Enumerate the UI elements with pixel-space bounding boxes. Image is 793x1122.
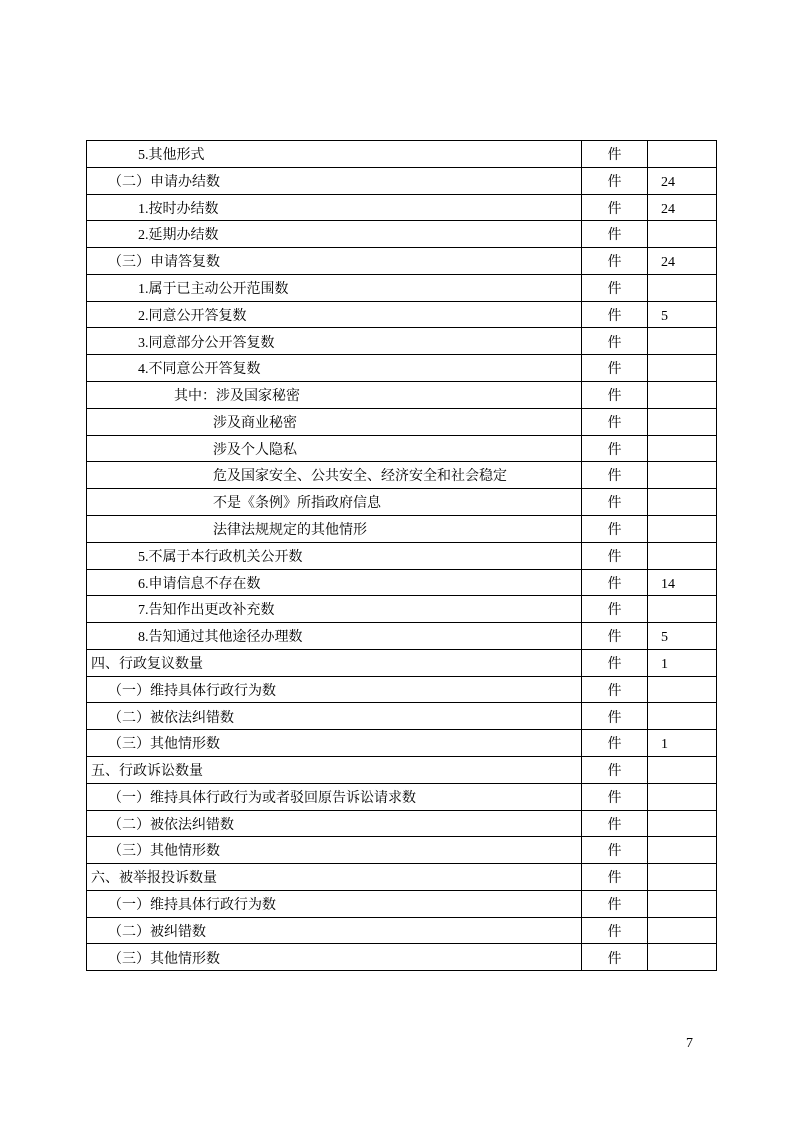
table-row — [87, 543, 716, 570]
row-value — [648, 864, 716, 890]
row-value: 14 — [661, 576, 675, 592]
table-row — [87, 221, 716, 248]
table-row — [87, 355, 716, 382]
row-label: （二）被纠错数 — [87, 918, 582, 944]
row-value — [648, 275, 716, 301]
row-label: （二）被依法纠错数 — [87, 811, 582, 837]
row-value — [648, 436, 716, 462]
row-label: 五、行政诉讼数量 — [87, 757, 582, 783]
table-row — [87, 650, 716, 677]
row-label: 5.不属于本行政机关公开数 — [87, 543, 582, 569]
table-row — [87, 677, 716, 704]
table-row — [87, 409, 716, 436]
row-unit: 件 — [582, 328, 648, 354]
row-label: （一）维持具体行政行为或者驳回原告诉讼请求数 — [87, 784, 582, 810]
row-unit: 件 — [582, 864, 648, 890]
row-value: 5 — [661, 630, 668, 646]
row-label: （三）其他情形数 — [87, 944, 582, 970]
row-unit: 件 — [582, 275, 648, 301]
table-row — [87, 328, 716, 355]
table-row — [87, 275, 716, 302]
row-label: 六、被举报投诉数量 — [87, 864, 582, 890]
row-value — [648, 221, 716, 247]
row-unit: 件 — [582, 168, 648, 194]
row-value — [648, 703, 716, 729]
row-value — [648, 891, 716, 917]
row-label: 涉及商业秘密 — [87, 409, 582, 435]
row-label: （二）被依法纠错数 — [87, 703, 582, 729]
table-row — [87, 596, 716, 623]
row-unit: 件 — [582, 221, 648, 247]
row-label: 不是《条例》所指政府信息 — [87, 489, 582, 515]
row-value — [648, 328, 716, 354]
row-unit: 件 — [582, 757, 648, 783]
table-row — [87, 837, 716, 864]
row-label: 3.同意部分公开答复数 — [87, 328, 582, 354]
row-unit: 件 — [582, 650, 648, 676]
row-unit: 件 — [582, 516, 648, 542]
row-unit: 件 — [582, 811, 648, 837]
row-value: 5 — [661, 308, 668, 324]
table-row — [87, 141, 716, 168]
row-label: 危及国家安全、公共安全、经济安全和社会稳定 — [87, 462, 582, 488]
table-row — [87, 944, 716, 970]
row-unit: 件 — [582, 195, 648, 221]
row-value — [648, 382, 716, 408]
row-value: 24 — [661, 201, 675, 217]
row-value — [648, 543, 716, 569]
row-value: 1 — [661, 737, 668, 753]
row-label: （三）其他情形数 — [87, 837, 582, 863]
table-row — [87, 462, 716, 489]
row-unit: 件 — [582, 382, 648, 408]
row-label: 其中：涉及国家秘密 — [87, 382, 582, 408]
table-row — [87, 382, 716, 409]
row-label: （一）维持具体行政行为数 — [87, 677, 582, 703]
row-value — [648, 409, 716, 435]
table-row — [87, 730, 716, 757]
row-unit: 件 — [582, 596, 648, 622]
table-row — [87, 489, 716, 516]
row-unit: 件 — [582, 703, 648, 729]
table-row — [87, 703, 716, 730]
row-label: （三）其他情形数 — [87, 730, 582, 756]
row-label: 4.不同意公开答复数 — [87, 355, 582, 381]
row-label: 法律法规规定的其他情形 — [87, 516, 582, 542]
table-row — [87, 918, 716, 945]
row-value — [648, 489, 716, 515]
table-row — [87, 302, 716, 329]
row-unit: 件 — [582, 489, 648, 515]
row-unit: 件 — [582, 436, 648, 462]
row-value — [648, 811, 716, 837]
row-unit: 件 — [582, 784, 648, 810]
row-unit: 件 — [582, 248, 648, 274]
row-label: 5.其他形式 — [87, 141, 582, 167]
row-label: 涉及个人隐私 — [87, 436, 582, 462]
row-value — [648, 462, 716, 488]
table-row — [87, 248, 716, 275]
row-value — [648, 141, 716, 167]
row-unit: 件 — [582, 891, 648, 917]
table-row — [87, 891, 716, 918]
row-label: 1.按时办结数 — [87, 195, 582, 221]
page-number: 7 — [686, 1036, 693, 1051]
row-unit: 件 — [582, 944, 648, 970]
row-value — [648, 516, 716, 542]
row-label: 6.申请信息不存在数 — [87, 570, 582, 596]
table-row — [87, 811, 716, 838]
table-row — [87, 757, 716, 784]
row-label: 7.告知作出更改补充数 — [87, 596, 582, 622]
table-row — [87, 168, 716, 195]
row-label: 8.告知通过其他途径办理数 — [87, 623, 582, 649]
row-label: 1.属于已主动公开范围数 — [87, 275, 582, 301]
table-row — [87, 516, 716, 543]
row-label: （二）申请办结数 — [87, 168, 582, 194]
row-unit: 件 — [582, 302, 648, 328]
statistics-table — [86, 140, 717, 971]
row-unit: 件 — [582, 918, 648, 944]
row-value — [648, 355, 716, 381]
row-unit: 件 — [582, 730, 648, 756]
row-value — [648, 944, 716, 970]
row-value — [648, 757, 716, 783]
row-unit: 件 — [582, 462, 648, 488]
row-value — [648, 596, 716, 622]
row-unit: 件 — [582, 677, 648, 703]
row-unit: 件 — [582, 623, 648, 649]
row-value — [648, 784, 716, 810]
row-unit: 件 — [582, 355, 648, 381]
row-unit: 件 — [582, 141, 648, 167]
row-value — [648, 677, 716, 703]
row-label: （一）维持具体行政行为数 — [87, 891, 582, 917]
row-label: 四、行政复议数量 — [87, 650, 582, 676]
row-value: 24 — [661, 255, 675, 271]
row-value: 1 — [661, 656, 668, 672]
row-unit: 件 — [582, 837, 648, 863]
row-value — [648, 918, 716, 944]
row-unit: 件 — [582, 570, 648, 596]
row-label: 2.同意公开答复数 — [87, 302, 582, 328]
row-value — [648, 837, 716, 863]
table-row — [87, 864, 716, 891]
table-row — [87, 623, 716, 650]
row-label: 2.延期办结数 — [87, 221, 582, 247]
row-unit: 件 — [582, 543, 648, 569]
row-value: 24 — [661, 174, 675, 190]
table-row — [87, 784, 716, 811]
row-unit: 件 — [582, 409, 648, 435]
table-row — [87, 570, 716, 597]
row-label: （三）申请答复数 — [87, 248, 582, 274]
table-row — [87, 195, 716, 222]
table-row — [87, 436, 716, 463]
